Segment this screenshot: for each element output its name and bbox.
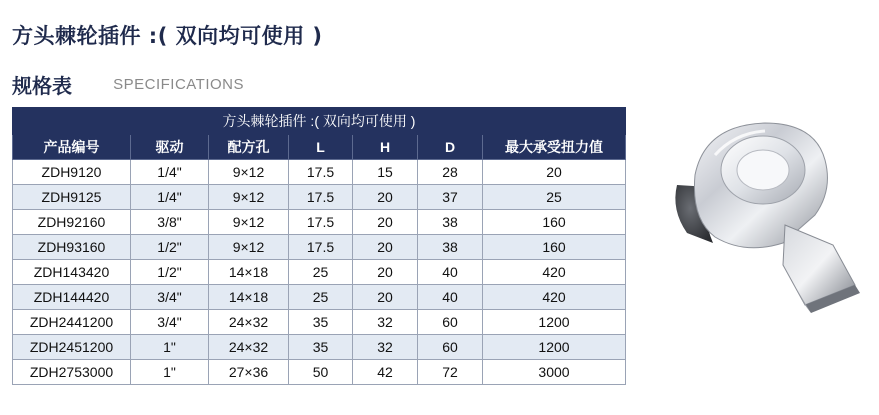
table-cell: 14×18 [209, 285, 289, 310]
table-row [13, 260, 626, 285]
table-cell: 20 [353, 235, 418, 260]
spec-heading-en: SPECIFICATIONS [113, 76, 244, 93]
table-cell: 38 [418, 235, 483, 260]
table-cell: ZDH9125 [13, 185, 131, 210]
table-cell: 3/4" [131, 310, 209, 335]
table-cell: 14×18 [209, 260, 289, 285]
table-cell: 9×12 [209, 235, 289, 260]
header-cell-product-code: 产品编号 [13, 135, 131, 160]
table-cell: 17.5 [289, 210, 353, 235]
table-cell: 60 [418, 335, 483, 360]
table-cell: 1/4" [131, 160, 209, 185]
table-cell: 24×32 [209, 335, 289, 360]
table-cell: 1200 [483, 310, 626, 335]
table-cell: 50 [289, 360, 353, 385]
table-cell: 20 [483, 160, 626, 185]
table-cell: 35 [289, 335, 353, 360]
table-cell: 160 [483, 235, 626, 260]
table-cell: ZDH143420 [13, 260, 131, 285]
header-cell-l: L [289, 135, 353, 160]
table-cell: 17.5 [289, 160, 353, 185]
table-cell: 32 [353, 310, 418, 335]
table-cell: 1/4" [131, 185, 209, 210]
spec-heading [12, 70, 244, 99]
table-cell: 25 [289, 285, 353, 310]
page-title: 方头棘轮插件 :( 双向均可使用 ) [12, 24, 323, 48]
table-cell: 17.5 [289, 185, 353, 210]
table-cell: 60 [418, 310, 483, 335]
table-cell: 3000 [483, 360, 626, 385]
table-row [13, 360, 626, 385]
table-cell: 20 [353, 285, 418, 310]
table-cell: ZDH2451200 [13, 335, 131, 360]
table-row [13, 210, 626, 235]
table-cell: 3/4" [131, 285, 209, 310]
header-cell-max-torque: 最大承受扭力值 [483, 135, 626, 160]
table-cell: 32 [353, 335, 418, 360]
table-cell: 1200 [483, 335, 626, 360]
spec-heading-zh: 规格表 [12, 74, 72, 98]
header-cell-h: H [353, 135, 418, 160]
header-cell-fit-hole: 配方孔 [209, 135, 289, 160]
table-cell: 3/8" [131, 210, 209, 235]
table-cell: 40 [418, 260, 483, 285]
table-cell: 1/2" [131, 260, 209, 285]
ratchet-insert-image [665, 115, 870, 315]
table-row [13, 285, 626, 310]
table-cell: 1" [131, 360, 209, 385]
table-row [13, 310, 626, 335]
table-cell: 20 [353, 210, 418, 235]
table-cell: 72 [418, 360, 483, 385]
table-row [13, 335, 626, 360]
header-cell-drive: 驱动 [131, 135, 209, 160]
table-cell: 35 [289, 310, 353, 335]
table-cell: 20 [353, 185, 418, 210]
table-cell: 160 [483, 210, 626, 235]
table-cell: 420 [483, 260, 626, 285]
table-cell: 15 [353, 160, 418, 185]
table-cell: 9×12 [209, 185, 289, 210]
table-cell: 28 [418, 160, 483, 185]
header-cell-d: D [418, 135, 483, 160]
table-cell: 37 [418, 185, 483, 210]
table-cell: 9×12 [209, 210, 289, 235]
table-cell: 42 [353, 360, 418, 385]
table-cell: ZDH9120 [13, 160, 131, 185]
table-cell: 38 [418, 210, 483, 235]
table-cell: 20 [353, 260, 418, 285]
table-cell: 1/2" [131, 235, 209, 260]
table-caption: 方头棘轮插件 :( 双向均可使用 ) [13, 108, 626, 135]
table-cell: 9×12 [209, 160, 289, 185]
table-cell: 25 [289, 260, 353, 285]
table-cell: 420 [483, 285, 626, 310]
table-cell: ZDH2753000 [13, 360, 131, 385]
table-row [13, 160, 626, 185]
table-row [13, 235, 626, 260]
table-header-row [13, 135, 626, 160]
table-cell: 27×36 [209, 360, 289, 385]
table-cell: 1" [131, 335, 209, 360]
table-cell: ZDH93160 [13, 235, 131, 260]
table-cell: 17.5 [289, 235, 353, 260]
table-cell: ZDH92160 [13, 210, 131, 235]
table-cell: 40 [418, 285, 483, 310]
table-cell: ZDH144420 [13, 285, 131, 310]
table-row [13, 185, 626, 210]
table-cell: 24×32 [209, 310, 289, 335]
table-cell: ZDH2441200 [13, 310, 131, 335]
specifications-table [12, 107, 626, 385]
table-cell: 25 [483, 185, 626, 210]
